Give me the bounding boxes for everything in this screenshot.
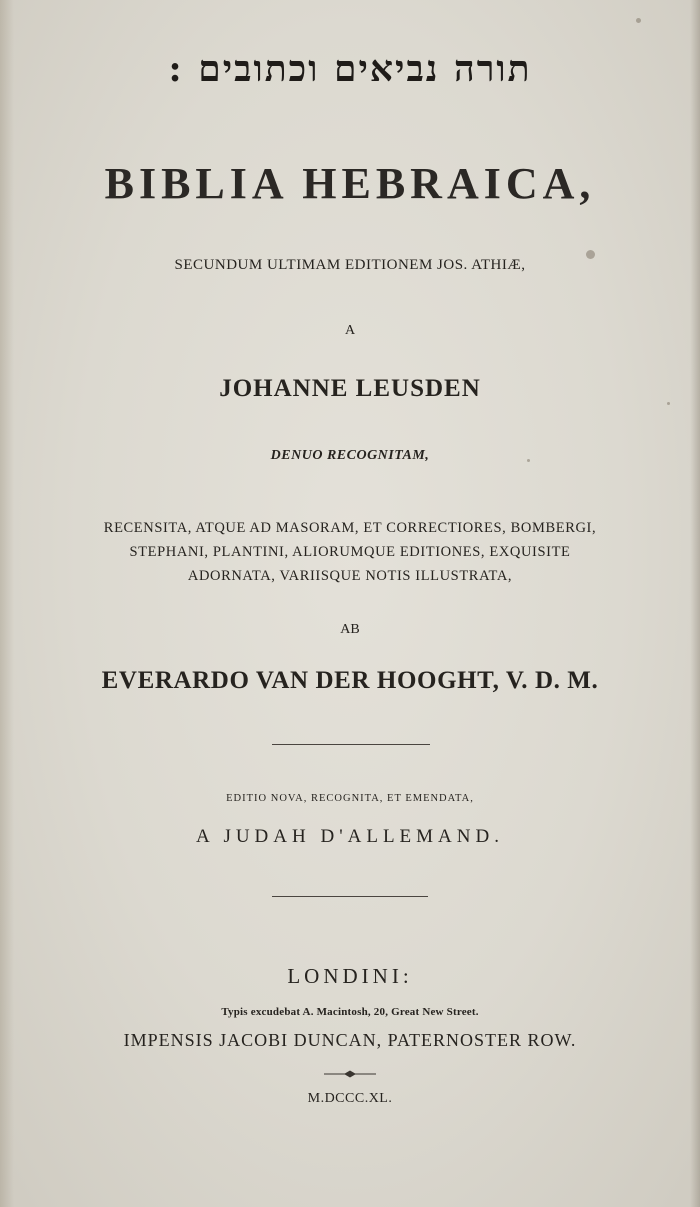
- secundum-line: SECUNDUM ULTIMAM EDITIONEM JOS. ATHIÆ,: [174, 257, 526, 273]
- main-title: BIBLIA HEBRAICA,: [104, 159, 596, 208]
- recensita-block: [0, 516, 700, 588]
- paper-spot: [636, 18, 641, 23]
- ab-line: AB: [340, 622, 360, 637]
- impensis-line: IMPENSIS JACOBI DUNCAN, PATERNOSTER ROW.: [123, 1030, 577, 1050]
- printer-line: Typis excudebat A. Macintosh, 20, Great New Street.: [221, 1006, 479, 1018]
- a-line: A: [344, 323, 356, 338]
- recensita-line-2: STEPHANI, PLANTINI, ALIORUMQUE EDITIONES, EXQUISITE: [129, 544, 571, 560]
- editio-line: EDITIO NOVA, RECOGNITA, ET EMENDATA,: [226, 793, 474, 804]
- hebrew-title: תורה נביאים וכתובים :: [168, 48, 532, 90]
- date-line: M.DCCC.XL.: [307, 1091, 393, 1106]
- place-line: LONDINI:: [287, 964, 413, 988]
- recensita-line-1: RECENSITA, ATQUE AD MASORAM, ET CORRECTIORES, BOMBERGI,: [103, 520, 597, 536]
- editor-leusden: JOHANNE LEUSDEN: [219, 375, 481, 402]
- denuo-line: DENUO RECOGNITAM,: [270, 448, 430, 463]
- editor-hooght: EVERARDO VAN DER HOOGHT, V. D. M.: [101, 667, 599, 694]
- ornament-icon: [322, 1068, 378, 1080]
- divider-rule-2: [272, 896, 428, 897]
- recensita-line-3: ADORNATA, VARIISQUE NOTIS ILLUSTRATA,: [187, 568, 513, 584]
- judah-line: A JUDAH D'ALLEMAND.: [196, 826, 504, 847]
- divider-rule-1: [272, 744, 430, 745]
